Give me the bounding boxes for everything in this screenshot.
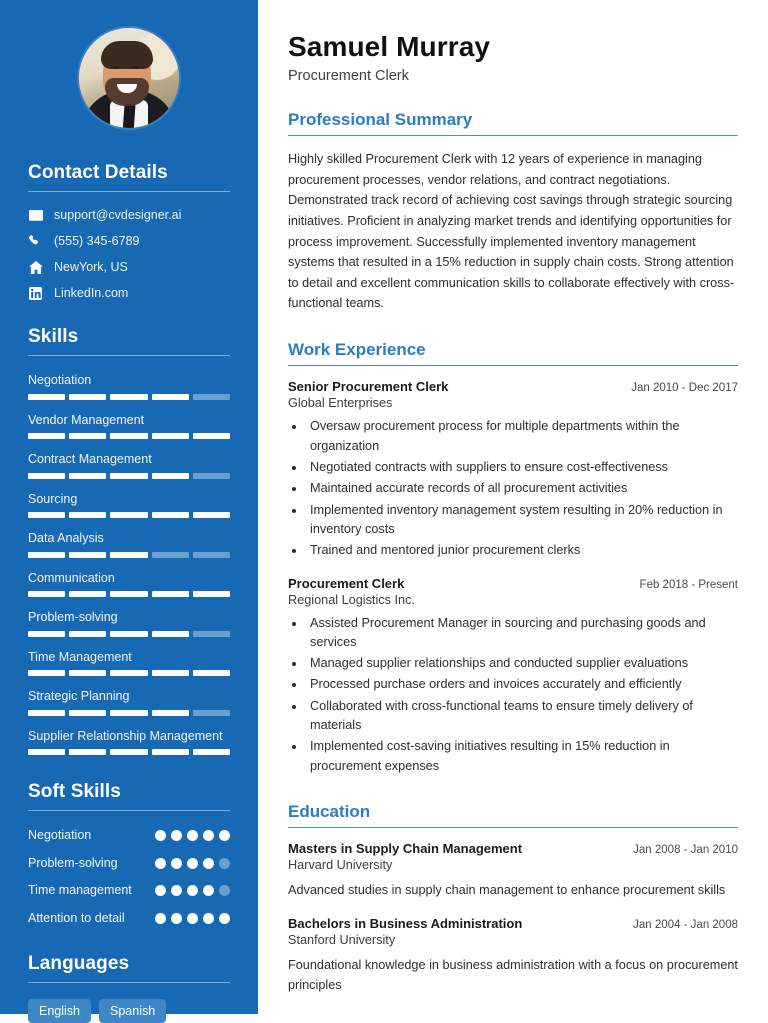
rating-dot (187, 913, 198, 924)
skill-segment (152, 710, 189, 716)
skill-label: Strategic Planning (28, 689, 130, 703)
soft-skills-list (28, 827, 230, 927)
degree-date-range: Jan 2004 - Jan 2008 (633, 918, 738, 931)
language-tag: Spanish (99, 999, 166, 1023)
degree-title: Masters in Supply Chain Management (288, 841, 523, 857)
skill-segment (152, 512, 189, 518)
skill-item (28, 728, 230, 756)
entry-header (288, 841, 738, 856)
skill-segment (69, 710, 106, 716)
skill-segment (28, 552, 65, 558)
photo-eye-right (132, 66, 138, 69)
skill-item (28, 649, 230, 677)
entry-header (288, 916, 738, 931)
photo-hair (101, 41, 153, 69)
education-description: Foundational knowledge in business administration with a focus on procurement principles (288, 957, 738, 992)
experience-entry (288, 576, 738, 776)
skills-list (28, 372, 230, 755)
skill-segment (69, 473, 106, 479)
skill-segment (28, 710, 65, 716)
experience-entry (288, 379, 738, 560)
skill-segment (110, 670, 147, 676)
skill-level-bar (28, 394, 230, 400)
responsibility-item: • Oversaw procurement process for multiple departments within the organization (306, 417, 738, 456)
entry-header (288, 379, 738, 394)
responsibility-item: • Managed supplier relationships and conducted supplier evaluations (306, 654, 738, 673)
section-title: Work Experience (288, 339, 426, 359)
skill-segment (69, 591, 106, 597)
responsibility-item: • Implemented cost-saving initiatives resulting in 15% reduction in procurement expenses (306, 737, 738, 776)
rating-dot (203, 885, 214, 896)
skill-item (28, 570, 230, 598)
skill-label: Sourcing (28, 491, 78, 506)
skill-level-bar (28, 591, 230, 597)
soft-skill-item (28, 882, 230, 899)
contact-value: (555) 345-6789 (54, 234, 140, 248)
education-list (288, 841, 738, 995)
skill-segment (28, 433, 65, 439)
skill-segment (69, 670, 106, 676)
linkedin-icon (28, 287, 43, 300)
summary-text: Highly skilled Procurement Clerk with 12 years of experience in managing procurement processes, vendor relations, and contract negotiations. Demonstrated track record of achieving cost savings through strategic sourcing initiatives. Proficient in analyzing market trends and identifying opportunities for process improvement. Successfully implemented inventory management systems that resulted in a 15% reduction in supply chain costs. Strong attention to detail and excellent communication skills to collaborate effectively with cross-functional teams. (288, 152, 735, 311)
section-title: Education (288, 801, 371, 821)
education-entry (288, 916, 738, 996)
skill-level-bar (28, 670, 230, 676)
responsibility-item: • Trained and mentored junior procurement clerks (306, 541, 738, 560)
rating-dot (187, 885, 198, 896)
skill-segment (110, 473, 147, 479)
education-description: Advanced studies in supply chain management to enhance procurement skills (288, 883, 726, 898)
skill-item (28, 530, 230, 558)
skill-segment (193, 512, 230, 518)
rating-dot (219, 913, 230, 924)
rating-dot (203, 858, 214, 869)
skill-segment (193, 433, 230, 439)
skill-segment (152, 473, 189, 479)
skill-segment (110, 394, 147, 400)
experience-list (288, 379, 738, 775)
heading-divider (28, 982, 230, 983)
skill-item (28, 491, 230, 519)
section-divider (288, 365, 738, 367)
envelope-icon (28, 210, 43, 221)
candidate-role: Procurement Clerk (288, 67, 409, 84)
contact-item-linkedin[interactable] (28, 286, 230, 300)
work-experience-section (288, 340, 738, 776)
skill-segment (152, 631, 189, 637)
skill-item (28, 609, 230, 637)
skill-segment (152, 670, 189, 676)
skill-segment (152, 552, 189, 558)
section-title: Professional Summary (288, 109, 473, 129)
heading-divider (28, 191, 230, 192)
skill-segment (152, 433, 189, 439)
contact-item-phone[interactable] (28, 234, 230, 248)
contact-value: support@cvdesigner.ai (54, 208, 182, 222)
skill-segment (152, 591, 189, 597)
skill-segment (193, 749, 230, 755)
skill-segment (193, 473, 230, 479)
rating-dot (187, 858, 198, 869)
soft-skill-label: Time management (28, 883, 132, 898)
contact-list (28, 208, 230, 300)
soft-skill-rating (155, 827, 230, 841)
skill-item (28, 688, 230, 716)
rating-dot (155, 885, 166, 896)
skill-segment (28, 591, 65, 597)
soft-skill-label: Attention to detail (28, 910, 125, 925)
soft-skills-heading: Soft Skills (28, 781, 121, 802)
contact-details-heading: Contact Details (28, 162, 168, 183)
professional-summary-section (288, 110, 738, 314)
skill-segment (110, 749, 147, 755)
skill-segment (152, 394, 189, 400)
phone-icon (28, 235, 43, 248)
skill-segment (110, 591, 147, 597)
avatar (79, 28, 179, 128)
skill-segment (69, 631, 106, 637)
responsibility-item: • Negotiated contracts with suppliers to ensure cost-effectiveness (306, 458, 738, 477)
section-divider (288, 827, 738, 829)
skill-segment (69, 433, 106, 439)
heading-divider (28, 355, 230, 356)
skill-level-bar (28, 749, 230, 755)
contact-value: LinkedIn.com (54, 286, 129, 300)
contact-item-envelope[interactable] (28, 208, 230, 222)
soft-skill-label: Problem-solving (28, 855, 118, 870)
skill-segment (69, 394, 106, 400)
skill-segment (110, 631, 147, 637)
skill-segment (110, 710, 147, 716)
skill-label: Data Analysis (28, 531, 104, 545)
language-tag: English (28, 999, 91, 1023)
soft-skill-rating (155, 855, 230, 869)
skill-segment (28, 631, 65, 637)
languages-list (28, 999, 230, 1023)
skill-segment (69, 552, 106, 558)
skill-segment (28, 512, 65, 518)
rating-dot (171, 830, 182, 841)
skill-segment (193, 394, 230, 400)
candidate-name: Samuel Murray (288, 31, 491, 62)
skill-label: Communication (28, 570, 115, 585)
section-divider (288, 135, 738, 137)
contact-value: NewYork, US (54, 260, 128, 274)
skill-level-bar (28, 710, 230, 716)
skill-segment (193, 552, 230, 558)
avatar-container (28, 28, 230, 128)
soft-skill-item (28, 855, 230, 872)
skill-segment (28, 670, 65, 676)
responsibility-item: • Implemented inventory management system resulting in 20% reduction in inventory costs (306, 501, 738, 540)
soft-skill-item (28, 910, 230, 927)
skill-level-bar (28, 473, 230, 479)
skill-segment (193, 710, 230, 716)
skill-item (28, 451, 230, 479)
skill-segment (193, 591, 230, 597)
employer-name: Regional Logistics Inc. (288, 592, 415, 607)
skills-heading: Skills (28, 326, 79, 347)
skill-level-bar (28, 433, 230, 439)
soft-skill-label: Negotiation (28, 828, 92, 842)
skill-segment (69, 512, 106, 518)
responsibility-item: • Processed purchase orders and invoices accurately and efficiently (306, 675, 738, 694)
skill-segment (110, 552, 147, 558)
soft-skill-rating (155, 910, 230, 924)
skill-level-bar (28, 512, 230, 518)
rating-dot (219, 830, 230, 841)
skill-segment (110, 433, 147, 439)
resume-header (288, 32, 738, 84)
skill-item (28, 412, 230, 440)
skill-segment (28, 473, 65, 479)
languages-section (28, 953, 230, 1023)
rating-dot (187, 830, 198, 841)
photo-eye-left (113, 66, 119, 69)
skill-label: Contract Management (28, 452, 152, 466)
skill-label: Supplier Relationship Management (28, 728, 223, 743)
rating-dot (171, 858, 182, 869)
degree-date-range: Jan 2008 - Jan 2010 (633, 844, 738, 857)
skill-segment (152, 749, 189, 755)
home-icon (28, 261, 43, 274)
responsibility-item: • Maintained accurate records of all procurement activities (306, 479, 738, 498)
skill-segment (193, 631, 230, 637)
skill-segment (69, 749, 106, 755)
main-content (258, 0, 768, 1014)
skill-level-bar (28, 631, 230, 637)
rating-dot (203, 913, 214, 924)
soft-skill-item (28, 827, 230, 844)
responsibility-list (306, 417, 738, 560)
job-date-range: Feb 2018 - Present (639, 578, 738, 591)
photo-tie (122, 104, 135, 128)
responsibility-item: • Collaborated with cross-functional teams to ensure timely delivery of materials (306, 697, 738, 736)
institution-name: Stanford University (288, 932, 396, 947)
skills-section (28, 326, 230, 755)
responsibility-list (306, 614, 738, 776)
heading-divider (28, 810, 230, 811)
rating-dot (219, 885, 230, 896)
degree-title: Bachelors in Business Administration (288, 915, 523, 931)
skill-segment (28, 394, 65, 400)
employer-name: Global Enterprises (288, 396, 393, 411)
skill-label: Time Management (28, 649, 132, 664)
institution-name: Harvard University (288, 858, 393, 873)
entry-header (288, 576, 738, 591)
skill-level-bar (28, 552, 230, 558)
skill-label: Vendor Management (28, 412, 145, 427)
education-entry (288, 841, 738, 900)
job-date-range: Jan 2010 - Dec 2017 (631, 382, 738, 395)
education-section (288, 802, 738, 995)
sidebar (0, 0, 258, 1018)
rating-dot (219, 858, 230, 869)
job-title: Senior Procurement Clerk (288, 379, 449, 395)
skill-segment (110, 512, 147, 518)
rating-dot (155, 830, 166, 841)
soft-skills-section (28, 781, 230, 927)
skill-segment (28, 749, 65, 755)
skill-label: Problem-solving (28, 610, 118, 624)
skill-segment (193, 670, 230, 676)
languages-heading: Languages (28, 952, 130, 974)
contact-item-home[interactable] (28, 260, 230, 274)
soft-skill-rating (155, 882, 230, 896)
rating-dot (171, 913, 182, 924)
rating-dot (203, 830, 214, 841)
job-title: Procurement Clerk (288, 575, 405, 591)
skill-item (28, 372, 230, 400)
skill-label: Negotiation (28, 373, 92, 387)
responsibility-item: • Assisted Procurement Manager in sourcing and purchasing goods and services (306, 614, 738, 653)
rating-dot (155, 913, 166, 924)
rating-dot (155, 858, 166, 869)
rating-dot (171, 885, 182, 896)
contact-details-section (28, 162, 230, 300)
